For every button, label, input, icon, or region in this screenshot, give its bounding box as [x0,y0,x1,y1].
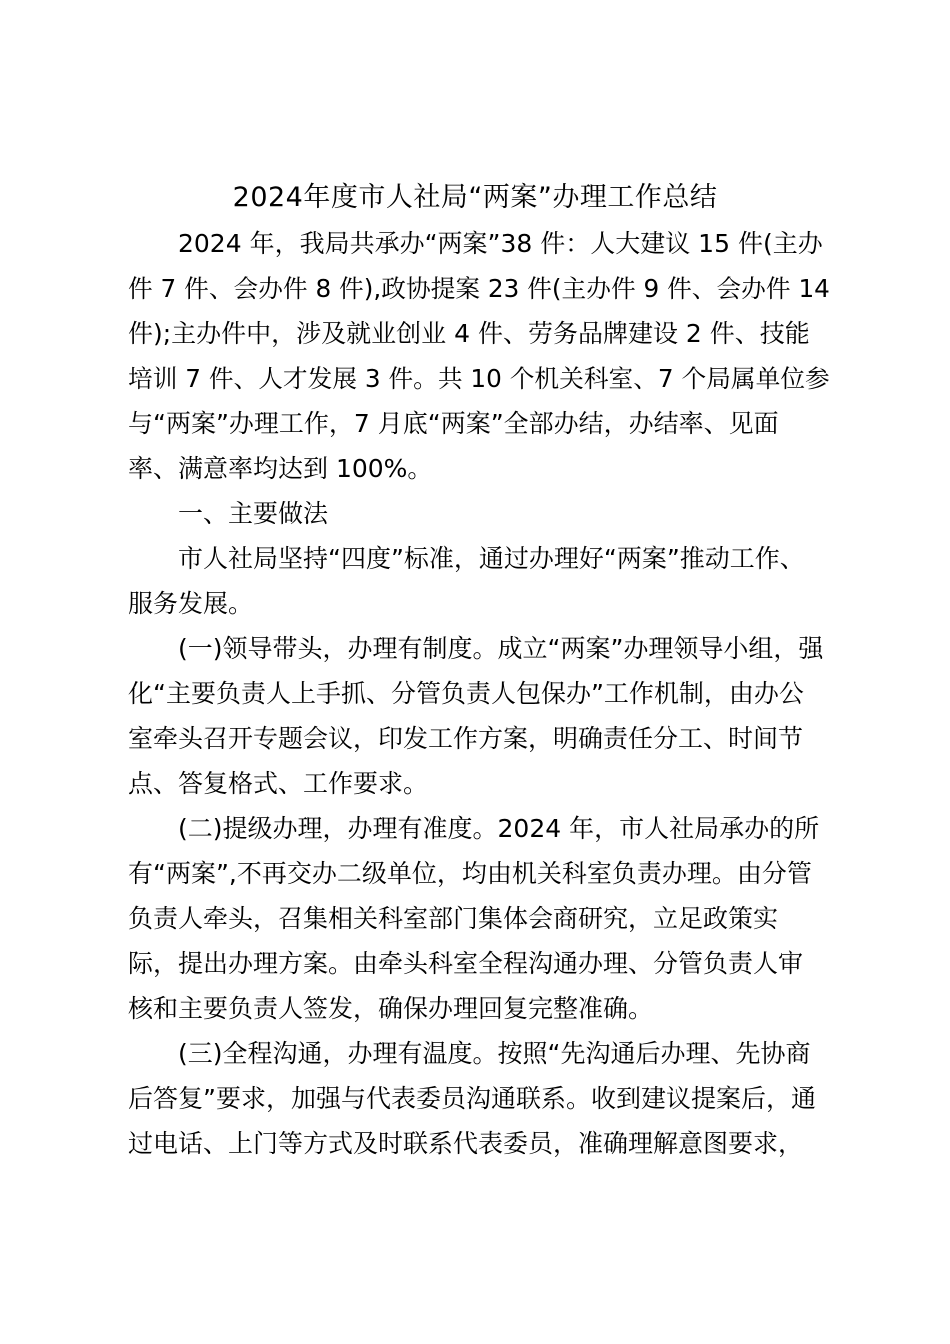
paragraph-line: 市人社局坚持“四度”标准，通过办理好“两案”推动工作、 [178,544,805,573]
paragraph-line: 服务发展。 [128,589,254,618]
paragraph-line: 有“两案”,不再交办二级单位，均由机关科室负责办理。由分管 [128,859,812,888]
paragraph-line: 室牵头召开专题会议，印发工作方案，明确责任分工、时间节 [128,724,804,753]
paragraph-line: 与“两案”办理工作，7 月底“两案”全部办结，办结率、见面 [128,409,779,438]
paragraph-line: 件);主办件中，涉及就业创业 4 件、劳务品牌建设 2 件、技能 [128,319,810,348]
paragraph-line: 2024 年，我局共承办“两案”38 件：人大建议 15 件(主办 [178,229,823,258]
paragraph-line: 负责人牵头，召集相关科室部门集体会商研究，立足政策实 [128,904,779,933]
paragraph-line: 件 7 件、会办件 8 件),政协提案 23 件(主办件 9 件、会办件 14 [128,274,830,303]
section-heading: 一、主要做法 [178,499,329,528]
document-title: 2024年度市人社局“两案”办理工作总结 [232,182,718,213]
paragraph-line: 率、满意率均达到 100%。 [128,454,433,483]
paragraph-line: 过电话、上门等方式及时联系代表委员，准确理解意图要求， [128,1129,804,1158]
paragraph-line: (三)全程沟通，办理有温度。按照“先沟通后办理、先协商 [178,1039,811,1068]
paragraph-line: 际，提出办理方案。由牵头科室全程沟通办理、分管负责人审 [128,949,804,978]
paragraph-line: 化“主要负责人上手抓、分管负责人包保办”工作机制，由办公 [128,679,804,708]
paragraph-line: (一)领导带头，办理有制度。成立“两案”办理领导小组，强 [178,634,824,663]
paragraph-line: 培训 7 件、人才发展 3 件。共 10 个机关科室、7 个局属单位参 [128,364,830,393]
paragraph-line: 后答复”要求，加强与代表委员沟通联系。收到建议提案后，通 [128,1084,816,1113]
paragraph-line: (二)提级办理，办理有准度。2024 年，市人社局承办的所 [178,814,820,843]
paragraph-line: 核和主要负责人签发，确保办理回复完整准确。 [128,994,654,1023]
paragraph-line: 点、答复格式、工作要求。 [128,769,429,798]
